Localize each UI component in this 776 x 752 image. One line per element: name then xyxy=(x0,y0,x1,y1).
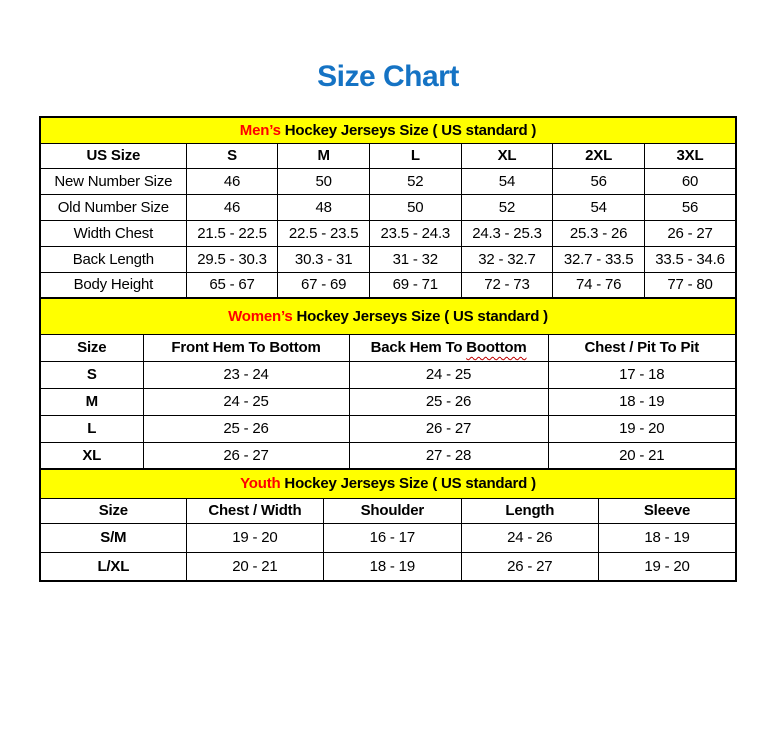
cell-value: 25 - 26 xyxy=(349,388,548,415)
band-highlight: Men’s xyxy=(239,121,281,139)
cell-value: 18 - 19 xyxy=(324,552,461,581)
column-header: Size xyxy=(40,498,186,523)
size-tables-container xyxy=(39,116,737,582)
cell-value: 67 - 69 xyxy=(278,272,370,298)
womens-size-table xyxy=(39,297,737,470)
column-header: 2XL xyxy=(553,143,645,168)
cell-value: 24 - 25 xyxy=(349,361,548,388)
cell-value: 54 xyxy=(461,168,553,194)
cell-value: 54 xyxy=(553,194,645,220)
womens-header-row xyxy=(40,334,736,361)
table-row xyxy=(40,552,736,581)
cell-value: 24 - 26 xyxy=(461,523,598,552)
band-highlight: Youth xyxy=(240,475,281,493)
column-header: Chest / Pit To Pit xyxy=(548,334,736,361)
row-label: XL xyxy=(40,442,143,469)
womens-band-row xyxy=(40,298,736,334)
table-row xyxy=(40,388,736,415)
page-title: Size Chart xyxy=(317,60,459,93)
cell-value: 46 xyxy=(186,194,278,220)
cell-value: 21.5 - 22.5 xyxy=(186,220,278,246)
cell-value: 46 xyxy=(186,168,278,194)
mens-size-table xyxy=(39,116,737,299)
column-header: Shoulder xyxy=(324,498,461,523)
row-label: Back Length xyxy=(40,246,186,272)
table-row xyxy=(40,168,736,194)
column-header: L xyxy=(369,143,461,168)
cell-value: 18 - 19 xyxy=(548,388,736,415)
youth-band-title xyxy=(40,469,736,498)
row-label: M xyxy=(40,388,143,415)
size-chart-page xyxy=(0,60,776,582)
row-label: L xyxy=(40,415,143,442)
table-row xyxy=(40,194,736,220)
cell-value: 17 - 18 xyxy=(548,361,736,388)
cell-value: 18 - 19 xyxy=(599,523,736,552)
column-header: Front Hem To Bottom xyxy=(143,334,349,361)
table-row xyxy=(40,220,736,246)
column-header: Sleeve xyxy=(599,498,736,523)
cell-value: 32.7 - 33.5 xyxy=(553,246,645,272)
cell-value: 27 - 28 xyxy=(349,442,548,469)
cell-value: 26 - 27 xyxy=(644,220,736,246)
cell-value: 56 xyxy=(553,168,645,194)
row-label: S/M xyxy=(40,523,186,552)
cell-value: 26 - 27 xyxy=(461,552,598,581)
cell-value: 29.5 - 30.3 xyxy=(186,246,278,272)
cell-value: 26 - 27 xyxy=(143,442,349,469)
column-header: S xyxy=(186,143,278,168)
column-header: M xyxy=(278,143,370,168)
column-header: 3XL xyxy=(644,143,736,168)
cell-value: 48 xyxy=(278,194,370,220)
womens-band-title xyxy=(40,298,736,334)
row-label: Width Chest xyxy=(40,220,186,246)
mens-header-row xyxy=(40,143,736,168)
cell-value: 32 - 32.7 xyxy=(461,246,553,272)
cell-value: 26 - 27 xyxy=(349,415,548,442)
cell-value: 50 xyxy=(278,168,370,194)
cell-value: 16 - 17 xyxy=(324,523,461,552)
cell-value: 20 - 21 xyxy=(186,552,323,581)
band-text: Hockey Jerseys Size ( US standard ) xyxy=(280,475,536,493)
cell-value: 20 - 21 xyxy=(548,442,736,469)
table-row xyxy=(40,523,736,552)
youth-header-row xyxy=(40,498,736,523)
cell-value: 56 xyxy=(644,194,736,220)
column-header: Size xyxy=(40,334,143,361)
cell-value: 24 - 25 xyxy=(143,388,349,415)
table-row xyxy=(40,272,736,298)
cell-value: 77 - 80 xyxy=(644,272,736,298)
cell-value: 52 xyxy=(461,194,553,220)
table-row xyxy=(40,246,736,272)
cell-value: 60 xyxy=(644,168,736,194)
column-header: XL xyxy=(461,143,553,168)
cell-value: 23.5 - 24.3 xyxy=(369,220,461,246)
cell-value: 19 - 20 xyxy=(186,523,323,552)
row-label: Old Number Size xyxy=(40,194,186,220)
cell-value: 31 - 32 xyxy=(369,246,461,272)
cell-value: 72 - 73 xyxy=(461,272,553,298)
mens-band-title xyxy=(40,117,736,143)
table-row xyxy=(40,415,736,442)
misspelled-word: Boottom xyxy=(466,339,527,356)
mens-band-row xyxy=(40,117,736,143)
cell-value: 19 - 20 xyxy=(599,552,736,581)
cell-value: 23 - 24 xyxy=(143,361,349,388)
row-label: Body Height xyxy=(40,272,186,298)
column-header: Back Hem To Boottom xyxy=(349,334,548,361)
row-label: New Number Size xyxy=(40,168,186,194)
row-label: L/XL xyxy=(40,552,186,581)
row-label: S xyxy=(40,361,143,388)
cell-value: 24.3 - 25.3 xyxy=(461,220,553,246)
column-header: US Size xyxy=(40,143,186,168)
table-row xyxy=(40,442,736,469)
cell-value: 65 - 67 xyxy=(186,272,278,298)
youth-band-row xyxy=(40,469,736,498)
cell-value: 22.5 - 23.5 xyxy=(278,220,370,246)
column-header: Length xyxy=(461,498,598,523)
cell-value: 52 xyxy=(369,168,461,194)
cell-value: 25.3 - 26 xyxy=(553,220,645,246)
cell-value: 19 - 20 xyxy=(548,415,736,442)
band-text: Hockey Jerseys Size ( US standard ) xyxy=(292,307,548,325)
cell-value: 50 xyxy=(369,194,461,220)
cell-value: 33.5 - 34.6 xyxy=(644,246,736,272)
column-header: Chest / Width xyxy=(186,498,323,523)
cell-value: 25 - 26 xyxy=(143,415,349,442)
band-highlight: Women’s xyxy=(228,307,293,325)
youth-size-table xyxy=(39,468,737,582)
table-row xyxy=(40,361,736,388)
cell-value: 69 - 71 xyxy=(369,272,461,298)
band-text: Hockey Jerseys Size ( US standard ) xyxy=(280,121,537,139)
cell-value: 30.3 - 31 xyxy=(278,246,370,272)
cell-value: 74 - 76 xyxy=(553,272,645,298)
